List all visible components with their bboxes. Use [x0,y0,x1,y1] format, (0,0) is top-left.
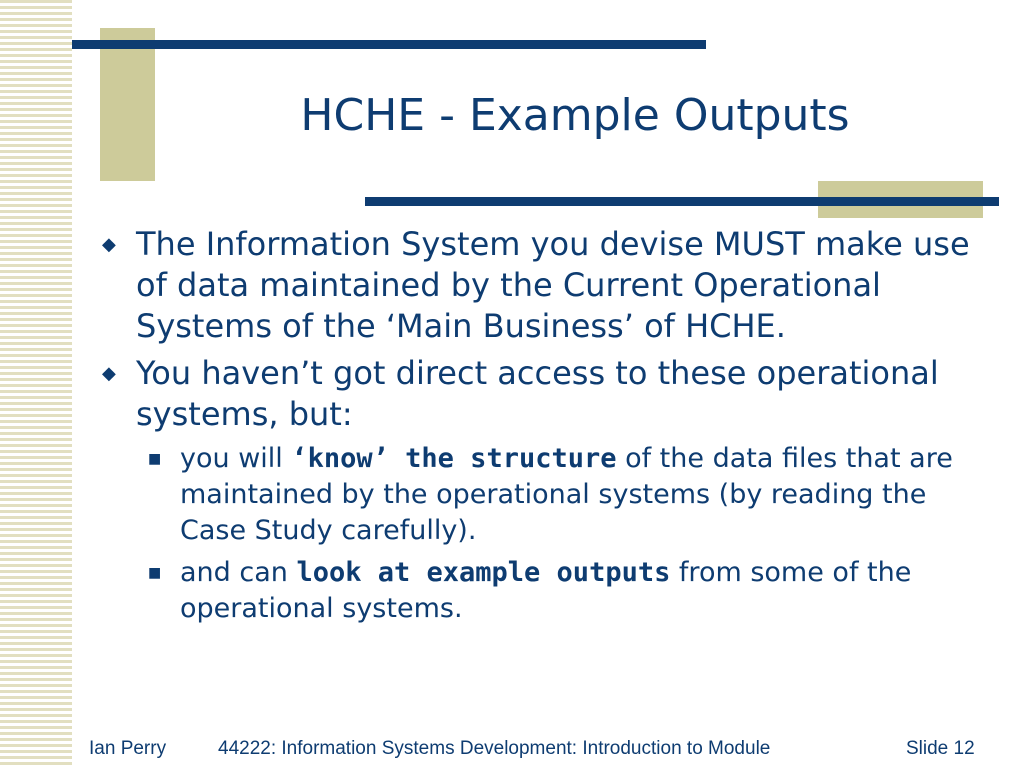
title-rule-bottom [365,197,999,206]
subbullet-1-after: of the data files that are maintained by the operational systems (by reading the Case Study carefully). [180,443,953,546]
subbullet-2-emphasis: look at example outputs [296,557,671,588]
slide-footer [0,738,1024,762]
bullet-2-text: You haven’t got direct access to these operational systems, but: [136,354,939,433]
footer-course-title: 44222: Information Systems Development: Introduction to Module [218,738,771,759]
subbullet-1-emphasis: ‘know’ the structure [291,443,617,474]
square-bullet-icon: ■ [148,451,162,467]
title-rule-top [72,40,706,49]
left-stripe-decoration [0,0,72,768]
square-bullet-icon: ■ [148,565,162,581]
subbullet-2-after: from some of the operational systems. [180,557,912,624]
footer-author: Ian Perry [89,738,167,759]
footer-slide-number: Slide 12 [906,738,975,759]
subbullet-2 [100,555,980,627]
bullet-2 [100,353,980,435]
bullet-1 [100,224,980,347]
decorative-tan-block-top [100,28,155,181]
subbullet-2-before: and can [180,557,297,588]
subbullet-1 [100,441,980,549]
diamond-bullet-icon: ◆ [102,363,116,384]
slide-body [100,224,980,633]
slide-title: HCHE - Example Outputs [300,90,850,141]
diamond-bullet-icon: ◆ [102,234,116,255]
subbullet-1-before: you will [180,443,292,474]
bullet-1-text: The Information System you devise MUST make use of data maintained by the Current Operational Systems of the ‘Main Business’ of HCHE. [136,225,970,345]
